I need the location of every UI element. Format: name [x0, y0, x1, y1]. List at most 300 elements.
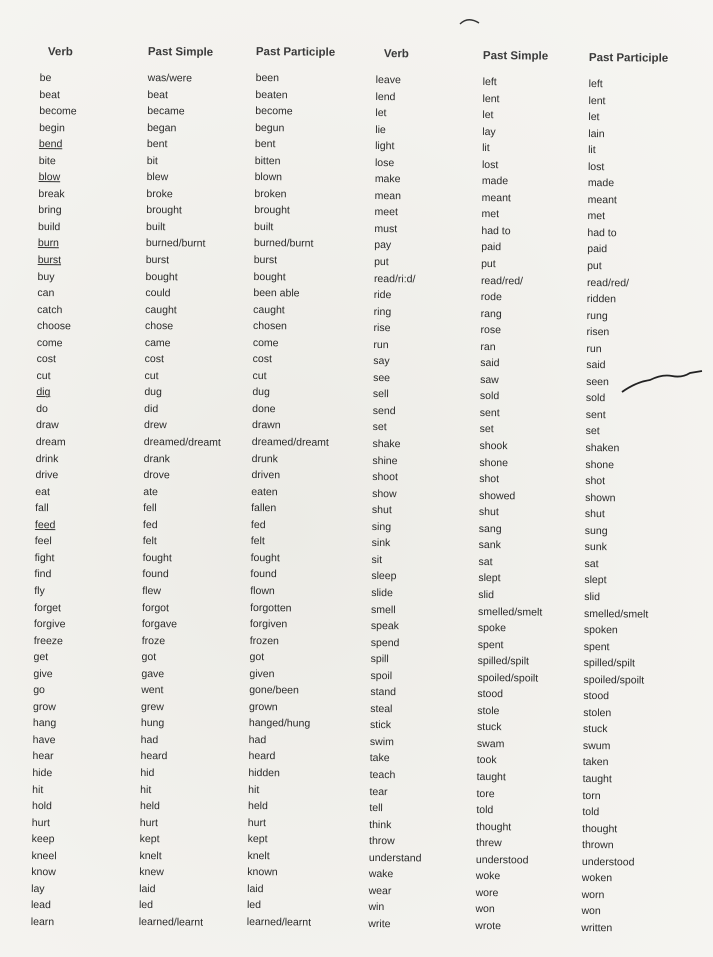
past-simple-cell: saw — [480, 373, 499, 386]
past-simple-cell: stole — [477, 704, 500, 717]
verb-cell: run — [373, 338, 389, 351]
verb-cell: read/ri:d/ — [373, 272, 416, 285]
past-simple-cell: spoiled/spoilt — [477, 671, 539, 685]
verb-cell: draw — [35, 419, 59, 432]
verb-cell: give — [33, 667, 53, 680]
verb-cell: be — [39, 71, 52, 85]
verb-cell: go — [33, 684, 45, 697]
past-participle-cell: drunk — [251, 452, 278, 465]
past-participle-cell: written — [581, 921, 613, 935]
past-participle-cell: drawn — [251, 419, 281, 432]
verb-cell: lose — [374, 156, 395, 169]
verb-cell: hit — [32, 783, 44, 796]
verb-cell: freeze — [33, 634, 64, 647]
verb-cell: lie — [375, 123, 386, 136]
past-participle-cell: frozen — [249, 634, 280, 647]
past-simple-cell: rode — [480, 291, 502, 304]
past-simple-cell: held — [139, 800, 160, 813]
past-simple-cell: brought — [146, 204, 182, 217]
verb-cell: pay — [374, 239, 392, 252]
verb-cell: grow — [32, 700, 56, 713]
past-participle-cell: fought — [250, 551, 280, 565]
column-header: Past Simple — [147, 45, 214, 59]
verb-cell: cost — [36, 353, 57, 366]
past-simple-cell: wore — [475, 886, 499, 899]
past-simple-cell: felt — [142, 535, 157, 548]
past-participle-cell: dug — [252, 386, 270, 399]
verb-cell: drink — [35, 452, 59, 465]
column-header: Verb — [47, 46, 73, 59]
verb-cell: fight — [34, 551, 55, 565]
past-simple-cell: shot — [479, 473, 500, 486]
past-simple-cell: kept — [139, 833, 160, 846]
past-participle-cell: forgiven — [249, 618, 288, 631]
past-simple-cell: broke — [146, 187, 173, 201]
verb-cell: bite — [38, 154, 56, 167]
past-simple-cell: said — [480, 357, 500, 370]
verb-cell: begin — [39, 121, 65, 134]
verb-cell: bring — [38, 204, 62, 217]
verb-cell: fly — [34, 584, 45, 598]
past-simple-cell: built — [146, 220, 166, 234]
past-participle-cell: cut — [252, 369, 267, 382]
past-participle-cell: sung — [584, 524, 608, 537]
past-participle-cell: gone/been — [249, 684, 299, 697]
past-participle-cell: hit — [248, 783, 260, 796]
verb-cell: set — [372, 421, 387, 434]
verb-cell: tear — [369, 785, 388, 798]
verb-cell: choose — [36, 320, 71, 333]
verb-cell: forgive — [33, 618, 66, 631]
past-participle-cell: slept — [584, 574, 607, 587]
past-simple-cell: rose — [480, 324, 502, 337]
past-simple-cell: flew — [142, 584, 162, 598]
past-participle-cell: spoiled/spoilt — [583, 673, 645, 687]
past-simple-cell: began — [147, 121, 177, 134]
past-simple-cell: threw — [476, 837, 502, 850]
verb-cell: sell — [372, 388, 389, 401]
verb-cell: build — [38, 220, 61, 234]
past-simple-cell: laid — [139, 882, 156, 895]
verb-cell: feed — [34, 518, 56, 531]
verb-cell: rise — [373, 322, 391, 335]
verb-cell: learn — [30, 915, 55, 929]
past-participle-cell: worn — [581, 888, 605, 901]
verb-cell: wake — [368, 868, 394, 881]
verb-cell: can — [37, 287, 55, 300]
past-participle-cell: blown — [254, 171, 283, 184]
verb-cell: eat — [35, 485, 50, 498]
past-participle-cell: let — [588, 111, 600, 124]
past-participle-cell: cost — [252, 353, 273, 366]
past-simple-cell: could — [145, 287, 171, 300]
past-simple-cell: grew — [140, 700, 164, 713]
past-participle-cell: sent — [585, 408, 606, 422]
past-participle-cell: lost — [587, 160, 605, 173]
past-participle-cell: shown — [585, 491, 616, 504]
verb-cell: say — [373, 355, 390, 368]
past-participle-cell: met — [587, 210, 606, 223]
past-simple-cell: drew — [143, 419, 167, 432]
verb-cell: send — [372, 404, 396, 418]
verb-cell: lend — [375, 90, 396, 103]
column-header: Past Participle — [255, 45, 336, 59]
past-simple-cell: sent — [479, 406, 500, 420]
past-simple-cell: found — [142, 568, 169, 581]
past-participle-cell: sat — [584, 557, 599, 570]
past-participle-cell: got — [249, 651, 265, 664]
past-participle-cell: lent — [588, 94, 606, 107]
verb-cell: sit — [371, 553, 383, 566]
past-participle-cell: paid — [587, 243, 608, 256]
verb-cell: hurt — [31, 816, 51, 829]
verb-cell: light — [375, 140, 395, 153]
past-simple-list — [475, 74, 548, 935]
past-participle-cell: laid — [247, 882, 264, 895]
past-participle-cell: learned/learnt — [246, 915, 312, 929]
past-participle-cell: forgotten — [250, 601, 292, 614]
past-simple-cell: lay — [482, 125, 496, 138]
verb-cell: get — [33, 651, 49, 664]
past-simple-cell: dreamed/dreamt — [143, 436, 221, 449]
verb-cell: stand — [370, 686, 397, 699]
past-participle-cell: taken — [582, 756, 609, 769]
past-simple-cell: understood — [475, 853, 529, 867]
verb-cell: dream — [35, 436, 66, 449]
verb-cell: meet — [374, 206, 398, 219]
past-simple-cell: had to — [481, 224, 511, 238]
past-participle-cell: risen — [586, 326, 610, 339]
verb-cell: spoil — [370, 669, 393, 682]
past-participle-cell: brought — [254, 204, 290, 217]
verb-column-2 — [368, 46, 428, 933]
past-simple-cell: knelt — [139, 849, 162, 862]
verb-cell: steal — [370, 702, 393, 715]
past-simple-cell: sang — [478, 522, 502, 535]
past-participle-cell: seen — [586, 375, 609, 389]
past-simple-cell: dug — [144, 386, 162, 399]
past-simple-cell: won — [475, 903, 495, 916]
past-participle-cell: said — [586, 359, 606, 372]
verb-cell: must — [374, 222, 398, 236]
past-participle-cell: sunk — [584, 541, 607, 554]
past-simple-cell: stuck — [477, 721, 502, 734]
verb-cell: throw — [369, 835, 395, 848]
past-simple-cell: told — [476, 804, 494, 817]
verb-cell: burn — [37, 237, 59, 250]
verb-cell: write — [368, 917, 391, 931]
past-participle-cell: lain — [588, 127, 605, 140]
verb-cell: shoot — [372, 471, 398, 484]
past-simple-cell: bit — [146, 154, 158, 167]
past-simple-cell: fought — [142, 551, 172, 565]
verb-cell: smell — [371, 603, 396, 616]
past-simple-cell: bought — [145, 270, 178, 283]
verb-cell: think — [369, 818, 392, 831]
past-simple-cell: slid — [478, 588, 495, 602]
past-participle-cell: built — [254, 220, 274, 234]
verb-cell: keep — [31, 833, 55, 846]
past-simple-cell: swam — [476, 737, 505, 751]
past-participle-cell: done — [252, 402, 276, 416]
past-simple-cell: froze — [141, 634, 166, 647]
past-simple-cell: ate — [143, 485, 158, 498]
past-participle-cell: found — [250, 568, 277, 581]
past-simple-cell: shook — [479, 440, 508, 453]
past-participle-cell: shot — [585, 475, 606, 488]
past-participle-cell: slid — [584, 590, 601, 604]
verb-cell: see — [373, 371, 391, 384]
verb-cell: leave — [375, 73, 401, 87]
verb-cell: speak — [370, 620, 400, 633]
past-participle-cell: shut — [584, 508, 605, 521]
past-participle-cell: shaken — [585, 442, 620, 455]
verb-cell: fall — [35, 502, 49, 515]
past-simple-cell: bent — [146, 138, 168, 151]
column-header: Past Simple — [482, 49, 549, 63]
past-participle-cell: driven — [251, 469, 281, 482]
past-participle-cell: told — [582, 806, 600, 819]
verb-cell: lay — [31, 882, 45, 895]
past-simple-cell: met — [481, 208, 500, 221]
past-participle-cell: knelt — [247, 849, 270, 862]
past-simple-cell: heard — [140, 750, 168, 763]
verb-cell: sing — [371, 520, 392, 533]
verb-cell: become — [39, 105, 77, 118]
past-simple-cell: drove — [143, 469, 170, 482]
past-participle-cell: been able — [253, 287, 300, 300]
past-simple-cell: came — [144, 336, 171, 350]
verb-cell: take — [369, 752, 390, 765]
verb-list — [31, 70, 77, 931]
past-simple-cell: shone — [479, 456, 509, 469]
past-simple-column-1 — [139, 44, 225, 931]
past-simple-cell: chose — [144, 320, 174, 333]
past-simple-list — [139, 70, 225, 931]
past-simple-cell: paid — [481, 241, 502, 254]
past-simple-cell: caught — [145, 303, 177, 316]
past-simple-cell: drank — [143, 452, 170, 465]
past-simple-cell: spoke — [477, 622, 507, 635]
past-participle-column-2 — [581, 50, 668, 937]
past-simple-cell: slept — [478, 572, 501, 585]
verb-cell: mean — [374, 189, 402, 203]
past-participle-cell: thought — [582, 822, 618, 835]
past-simple-cell: led — [138, 899, 154, 912]
verb-cell: forget — [34, 601, 62, 614]
verb-cell: beat — [39, 88, 60, 101]
verb-cell: drive — [35, 469, 59, 482]
past-participle-cell: fed — [250, 518, 266, 531]
verb-cell: shut — [371, 504, 392, 517]
past-participle-cell: thrown — [582, 839, 614, 852]
past-participle-cell: spilled/spilt — [583, 657, 636, 670]
past-simple-cell: went — [141, 684, 164, 697]
verb-cell: show — [372, 487, 397, 500]
past-participle-cell: bent — [254, 138, 276, 151]
verb-cell: sleep — [371, 570, 397, 583]
past-simple-cell: lost — [481, 158, 499, 171]
pen-mark-top — [458, 14, 482, 28]
past-simple-cell: cut — [144, 369, 159, 382]
past-participle-cell: swum — [582, 739, 611, 753]
verb-cell: tell — [369, 802, 383, 815]
past-simple-cell: did — [144, 402, 159, 416]
past-simple-cell: let — [482, 109, 494, 122]
past-participle-cell: left — [588, 77, 603, 91]
past-simple-cell: burst — [145, 254, 170, 267]
past-simple-cell: knew — [139, 866, 164, 879]
past-participle-cell: heard — [248, 750, 276, 763]
verb-cell: understand — [368, 851, 422, 865]
verb-cell: find — [34, 568, 52, 581]
verb-cell: do — [36, 402, 48, 416]
past-participle-cell: eaten — [251, 485, 278, 498]
past-participle-cell: burst — [253, 254, 278, 267]
past-participle-cell: hidden — [248, 766, 280, 780]
verb-cell: spend — [370, 636, 400, 649]
past-simple-cell: spent — [477, 638, 504, 651]
past-simple-cell: burned/burnt — [145, 237, 206, 251]
past-participle-cell: stuck — [583, 723, 608, 736]
verb-cell: shake — [372, 438, 401, 451]
past-simple-cell: shut — [478, 506, 499, 519]
verb-cell: bend — [38, 138, 63, 151]
past-simple-cell: ran — [480, 340, 496, 353]
past-simple-cell: sat — [478, 555, 493, 568]
verb-cell: know — [31, 866, 56, 879]
verb-cell: blow — [38, 171, 61, 184]
past-simple-cell: blew — [146, 171, 169, 184]
past-simple-cell: thought — [476, 820, 512, 833]
past-simple-cell: sold — [479, 390, 500, 403]
past-participle-cell: ridden — [586, 293, 617, 306]
verb-cell: buy — [37, 270, 55, 283]
past-participle-cell: spent — [583, 640, 610, 653]
past-simple-cell: forgave — [141, 618, 178, 631]
past-participle-cell: rung — [586, 309, 608, 322]
verb-cell: sink — [371, 537, 391, 550]
past-simple-cell: fell — [143, 502, 157, 515]
verb-cell: let — [375, 107, 387, 120]
verb-cell: make — [374, 173, 401, 186]
past-simple-cell: learned/learnt — [138, 915, 204, 929]
verb-cell: slide — [371, 586, 393, 600]
verb-cell: cut — [36, 369, 51, 382]
past-simple-cell: taught — [476, 770, 506, 784]
verb-cell: hear — [32, 750, 54, 763]
past-participle-cell: torn — [582, 789, 601, 802]
past-participle-list — [581, 76, 668, 937]
verb-cell: swim — [369, 735, 394, 749]
verb-cell: shine — [372, 454, 398, 467]
past-participle-cell: hurt — [247, 816, 267, 829]
verb-cell: ring — [373, 305, 392, 318]
verb-cell: catch — [37, 303, 63, 316]
past-simple-cell: lit — [482, 142, 490, 155]
past-participle-cell: beaten — [255, 88, 288, 101]
verb-cell: come — [36, 336, 63, 350]
verb-cell: hold — [31, 800, 52, 813]
past-participle-cell: put — [587, 260, 602, 273]
past-participle-cell: grown — [248, 700, 278, 714]
past-simple-cell: took — [476, 754, 497, 767]
verb-cell: spill — [370, 653, 389, 666]
past-participle-cell: been — [255, 71, 280, 85]
past-participle-cell: taught — [582, 772, 612, 786]
past-participle-cell: smelled/smelt — [584, 607, 649, 621]
past-participle-cell: had — [248, 733, 267, 747]
past-simple-cell: sank — [478, 539, 501, 552]
past-participle-cell: spoken — [583, 624, 618, 637]
past-participle-cell: shone — [585, 458, 615, 471]
past-simple-cell: woke — [475, 870, 501, 883]
past-participle-cell: known — [247, 866, 278, 879]
verb-cell: ride — [373, 289, 392, 302]
past-simple-cell: gave — [141, 667, 165, 680]
past-participle-cell: come — [252, 336, 279, 350]
past-simple-cell: got — [141, 651, 157, 664]
past-simple-cell: stood — [477, 688, 504, 701]
past-participle-cell: hanged/hung — [248, 717, 311, 730]
past-participle-cell: bought — [253, 270, 286, 283]
verb-cell: wear — [368, 884, 392, 897]
past-simple-cell: put — [481, 258, 496, 271]
verb-cell: burst — [37, 254, 62, 267]
verb-cell: put — [374, 256, 389, 269]
past-simple-cell: spilled/spilt — [477, 655, 530, 668]
verb-cell: have — [32, 733, 56, 747]
past-simple-cell: wrote — [475, 919, 502, 933]
verb-cell: kneel — [31, 849, 57, 862]
past-simple-cell: hurt — [139, 816, 159, 829]
past-participle-cell: stood — [583, 690, 610, 703]
past-participle-cell: meant — [587, 193, 617, 207]
past-participle-cell: had to — [587, 226, 617, 240]
verb-cell: break — [38, 187, 65, 201]
past-participle-cell: won — [581, 905, 601, 918]
past-participle-list — [247, 70, 335, 931]
past-participle-cell: dreamed/dreamt — [251, 436, 329, 449]
past-simple-cell: had — [140, 733, 159, 747]
verb-cell: teach — [369, 768, 396, 782]
verb-column-1 — [31, 44, 78, 931]
verb-cell: feel — [34, 535, 52, 548]
past-participle-cell: held — [247, 800, 268, 813]
column-header: Past Participle — [588, 51, 669, 65]
past-participle-cell: read/red/ — [586, 276, 630, 289]
past-simple-cell: hung — [140, 717, 165, 730]
past-participle-cell: set — [585, 425, 600, 438]
past-participle-cell: stolen — [583, 706, 612, 720]
verb-cell: hang — [32, 717, 57, 730]
past-simple-cell: smelled/smelt — [478, 605, 543, 619]
verb-list — [368, 72, 428, 933]
past-participle-cell: given — [249, 667, 275, 680]
past-participle-cell: become — [255, 105, 293, 118]
past-participle-cell: caught — [253, 303, 285, 316]
past-participle-cell: woken — [581, 872, 613, 885]
past-participle-cell: lit — [588, 144, 596, 157]
past-participle-cell: sold — [585, 392, 606, 405]
past-participle-cell: begun — [255, 121, 285, 134]
past-simple-cell: became — [147, 105, 185, 118]
verb-cell: hide — [32, 766, 53, 780]
past-participle-cell: made — [587, 177, 615, 190]
past-participle-cell: kept — [247, 833, 268, 846]
past-participle-cell: flown — [250, 584, 275, 598]
past-participle-cell: bitten — [254, 154, 281, 167]
